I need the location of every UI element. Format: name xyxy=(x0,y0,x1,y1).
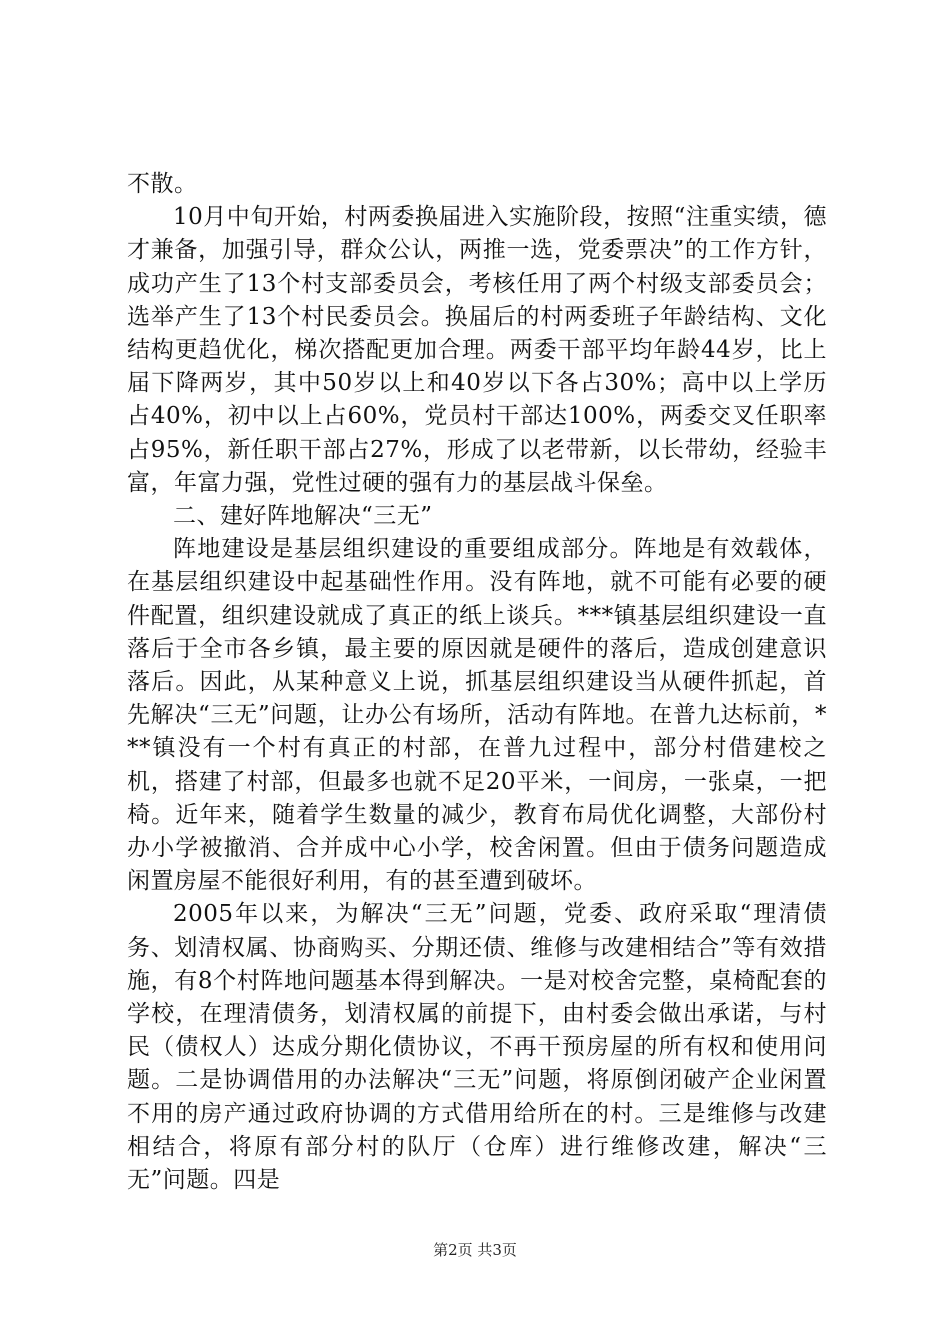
section-heading-positions: 二、建好阵地解决“三无” xyxy=(173,503,433,530)
page-footer: 第2页 共3页 xyxy=(433,1241,517,1259)
paragraph-election: 10月中旬开始，村两委换届进入实施阶段，按照“注重实绩，德才兼备，加强引导，群众公认，两推一选，党委票决”的工作方针，成功产生了13个村支部委员会，考核任用了两个村级支部委员会；选举产生了13个村民委员会。换届后的村两委班子年龄结构、文化结构更趋优化，梯次搭配更加合理。两委干部平均年龄44岁，比上届下降两岁，其中50岁以上和40岁以下各占30%；高中以上学历占40%，初中以上占60%，党员村干部达100%，两委交叉任职率占95%，新任职干部占27%，形成了以老带新，以长带幼，经验丰富，年富力强，党性过硬的强有力的基层战斗保垒。 xyxy=(127,204,827,496)
document-body xyxy=(127,168,827,1197)
paragraph-position-building: 阵地建设是基层组织建设的重要组成部分。阵地是有效载体，在基层组织建设中起基础性作用。没有阵地，就不可能有必要的硬件配置，组织建设就成了真正的纸上谈兵。***镇基层组织建设一直落后于全市各乡镇，最主要的原因就是硬件的落后，造成创建意识落后。因此，从某种意义上说，抓基层组织建设当从硬件抓起，首先解决“三无”问题，让办公有场所，活动有阵地。在普九达标前，***镇没有一个村有真正的村部，在普九过程中，部分村借建校之机，搭建了村部，但最多也就不足20平米，一间房，一张桌，一把椅。近年来，随着学生数量的减少，教育布局优化调整，大部份村办小学被撤消、合并成中心小学，校舍闲置。但由于债务问题造成闲置房屋不能很好利用，有的甚至遭到破坏。 xyxy=(127,536,827,895)
paragraph-measures-2005: 2005年以来，为解决“三无”问题，党委、政府采取“理清债务、划清权属、协商购买、分期还债、维修与改建相结合”等有效措施，有8个村阵地问题基本得到解决。一是对校舍完整，桌椅配套的学校，在理清债务，划清权属的前提下，由村委会做出承诺，与村民（债权人）达成分期化债协议，不再干预房屋的所有权和使用问题。二是协调借用的办法解决“三无”问题，将原倒闭破产企业闲置不用的房产通过政府协调的方式借用给所在的村。三是维修与改建相结合，将原有部分村的队厅（仓库）进行维修改建，解决“三无”问题。四是 xyxy=(127,901,827,1194)
paragraph-continuation: 不散。 xyxy=(127,171,198,197)
